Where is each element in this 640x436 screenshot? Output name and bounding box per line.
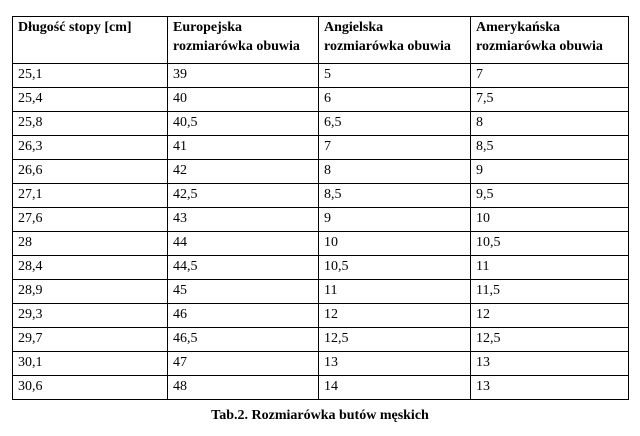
- table-cell: 8,5: [319, 184, 471, 208]
- table-cell: 45: [168, 280, 319, 304]
- table-cell: 11: [319, 280, 471, 304]
- table-row: [13, 256, 629, 280]
- table-cell: 28: [13, 232, 168, 256]
- table-caption: Tab.2. Rozmiarówka butów męskich: [211, 408, 429, 423]
- table-row: [13, 280, 629, 304]
- header-row: [13, 17, 629, 64]
- table-row: [13, 304, 629, 328]
- table-cell: 12: [471, 304, 629, 328]
- table-cell: 6: [319, 88, 471, 112]
- column-header: Długość stopy [cm]: [13, 17, 168, 64]
- table-cell: 40,5: [168, 112, 319, 136]
- table-cell: 26,6: [13, 160, 168, 184]
- table-cell: 42,5: [168, 184, 319, 208]
- table-cell: 11: [471, 256, 629, 280]
- table-cell: 7,5: [471, 88, 629, 112]
- table-cell: 46: [168, 304, 319, 328]
- table-cell: 30,6: [13, 376, 168, 400]
- table-cell: 10: [471, 208, 629, 232]
- column-header: Amerykańska rozmiarówka obuwia: [471, 17, 629, 64]
- table-cell: 8,5: [471, 136, 629, 160]
- table-cell: 41: [168, 136, 319, 160]
- table-row: [13, 208, 629, 232]
- table-cell: 8: [319, 160, 471, 184]
- table-cell: 7: [319, 136, 471, 160]
- table-cell: 25,4: [13, 88, 168, 112]
- table-cell: 6,5: [319, 112, 471, 136]
- shoe-size-table: [12, 16, 629, 400]
- column-header: Europejska rozmiarówka obuwia: [168, 17, 319, 64]
- table-cell: 29,7: [13, 328, 168, 352]
- table-cell: 11,5: [471, 280, 629, 304]
- table-row: [13, 184, 629, 208]
- table-cell: 44,5: [168, 256, 319, 280]
- table-row: [13, 232, 629, 256]
- table-row: [13, 64, 629, 88]
- table-cell: 30,1: [13, 352, 168, 376]
- table-cell: 27,6: [13, 208, 168, 232]
- table-cell: 9: [471, 160, 629, 184]
- table-cell: 44: [168, 232, 319, 256]
- table-cell: 42: [168, 160, 319, 184]
- table-row: [13, 88, 629, 112]
- table-cell: 5: [319, 64, 471, 88]
- table-row: [13, 136, 629, 160]
- table-cell: 39: [168, 64, 319, 88]
- table-cell: 12,5: [319, 328, 471, 352]
- table-cell: 28,9: [13, 280, 168, 304]
- table-row: [13, 112, 629, 136]
- table-cell: 27,1: [13, 184, 168, 208]
- table-cell: 9,5: [471, 184, 629, 208]
- table-cell: 12: [319, 304, 471, 328]
- table-cell: 13: [471, 352, 629, 376]
- table-cell: 10,5: [319, 256, 471, 280]
- table-row: [13, 376, 629, 400]
- table-cell: 10: [319, 232, 471, 256]
- table-row: [13, 352, 629, 376]
- table-cell: 10,5: [471, 232, 629, 256]
- table-cell: 9: [319, 208, 471, 232]
- table-cell: 40: [168, 88, 319, 112]
- table-cell: 48: [168, 376, 319, 400]
- table-cell: 29,3: [13, 304, 168, 328]
- table-cell: 13: [319, 352, 471, 376]
- table-cell: 46,5: [168, 328, 319, 352]
- table-cell: 26,3: [13, 136, 168, 160]
- table-cell: 14: [319, 376, 471, 400]
- table-row: [13, 160, 629, 184]
- table-cell: 8: [471, 112, 629, 136]
- table-row: [13, 328, 629, 352]
- column-header: Angielska rozmiarówka obuwia: [319, 17, 471, 64]
- table-cell: 47: [168, 352, 319, 376]
- table-cell: 28,4: [13, 256, 168, 280]
- table-cell: 43: [168, 208, 319, 232]
- table-cell: 7: [471, 64, 629, 88]
- table-cell: 13: [471, 376, 629, 400]
- table-cell: 12,5: [471, 328, 629, 352]
- table-cell: 25,8: [13, 112, 168, 136]
- table-cell: 25,1: [13, 64, 168, 88]
